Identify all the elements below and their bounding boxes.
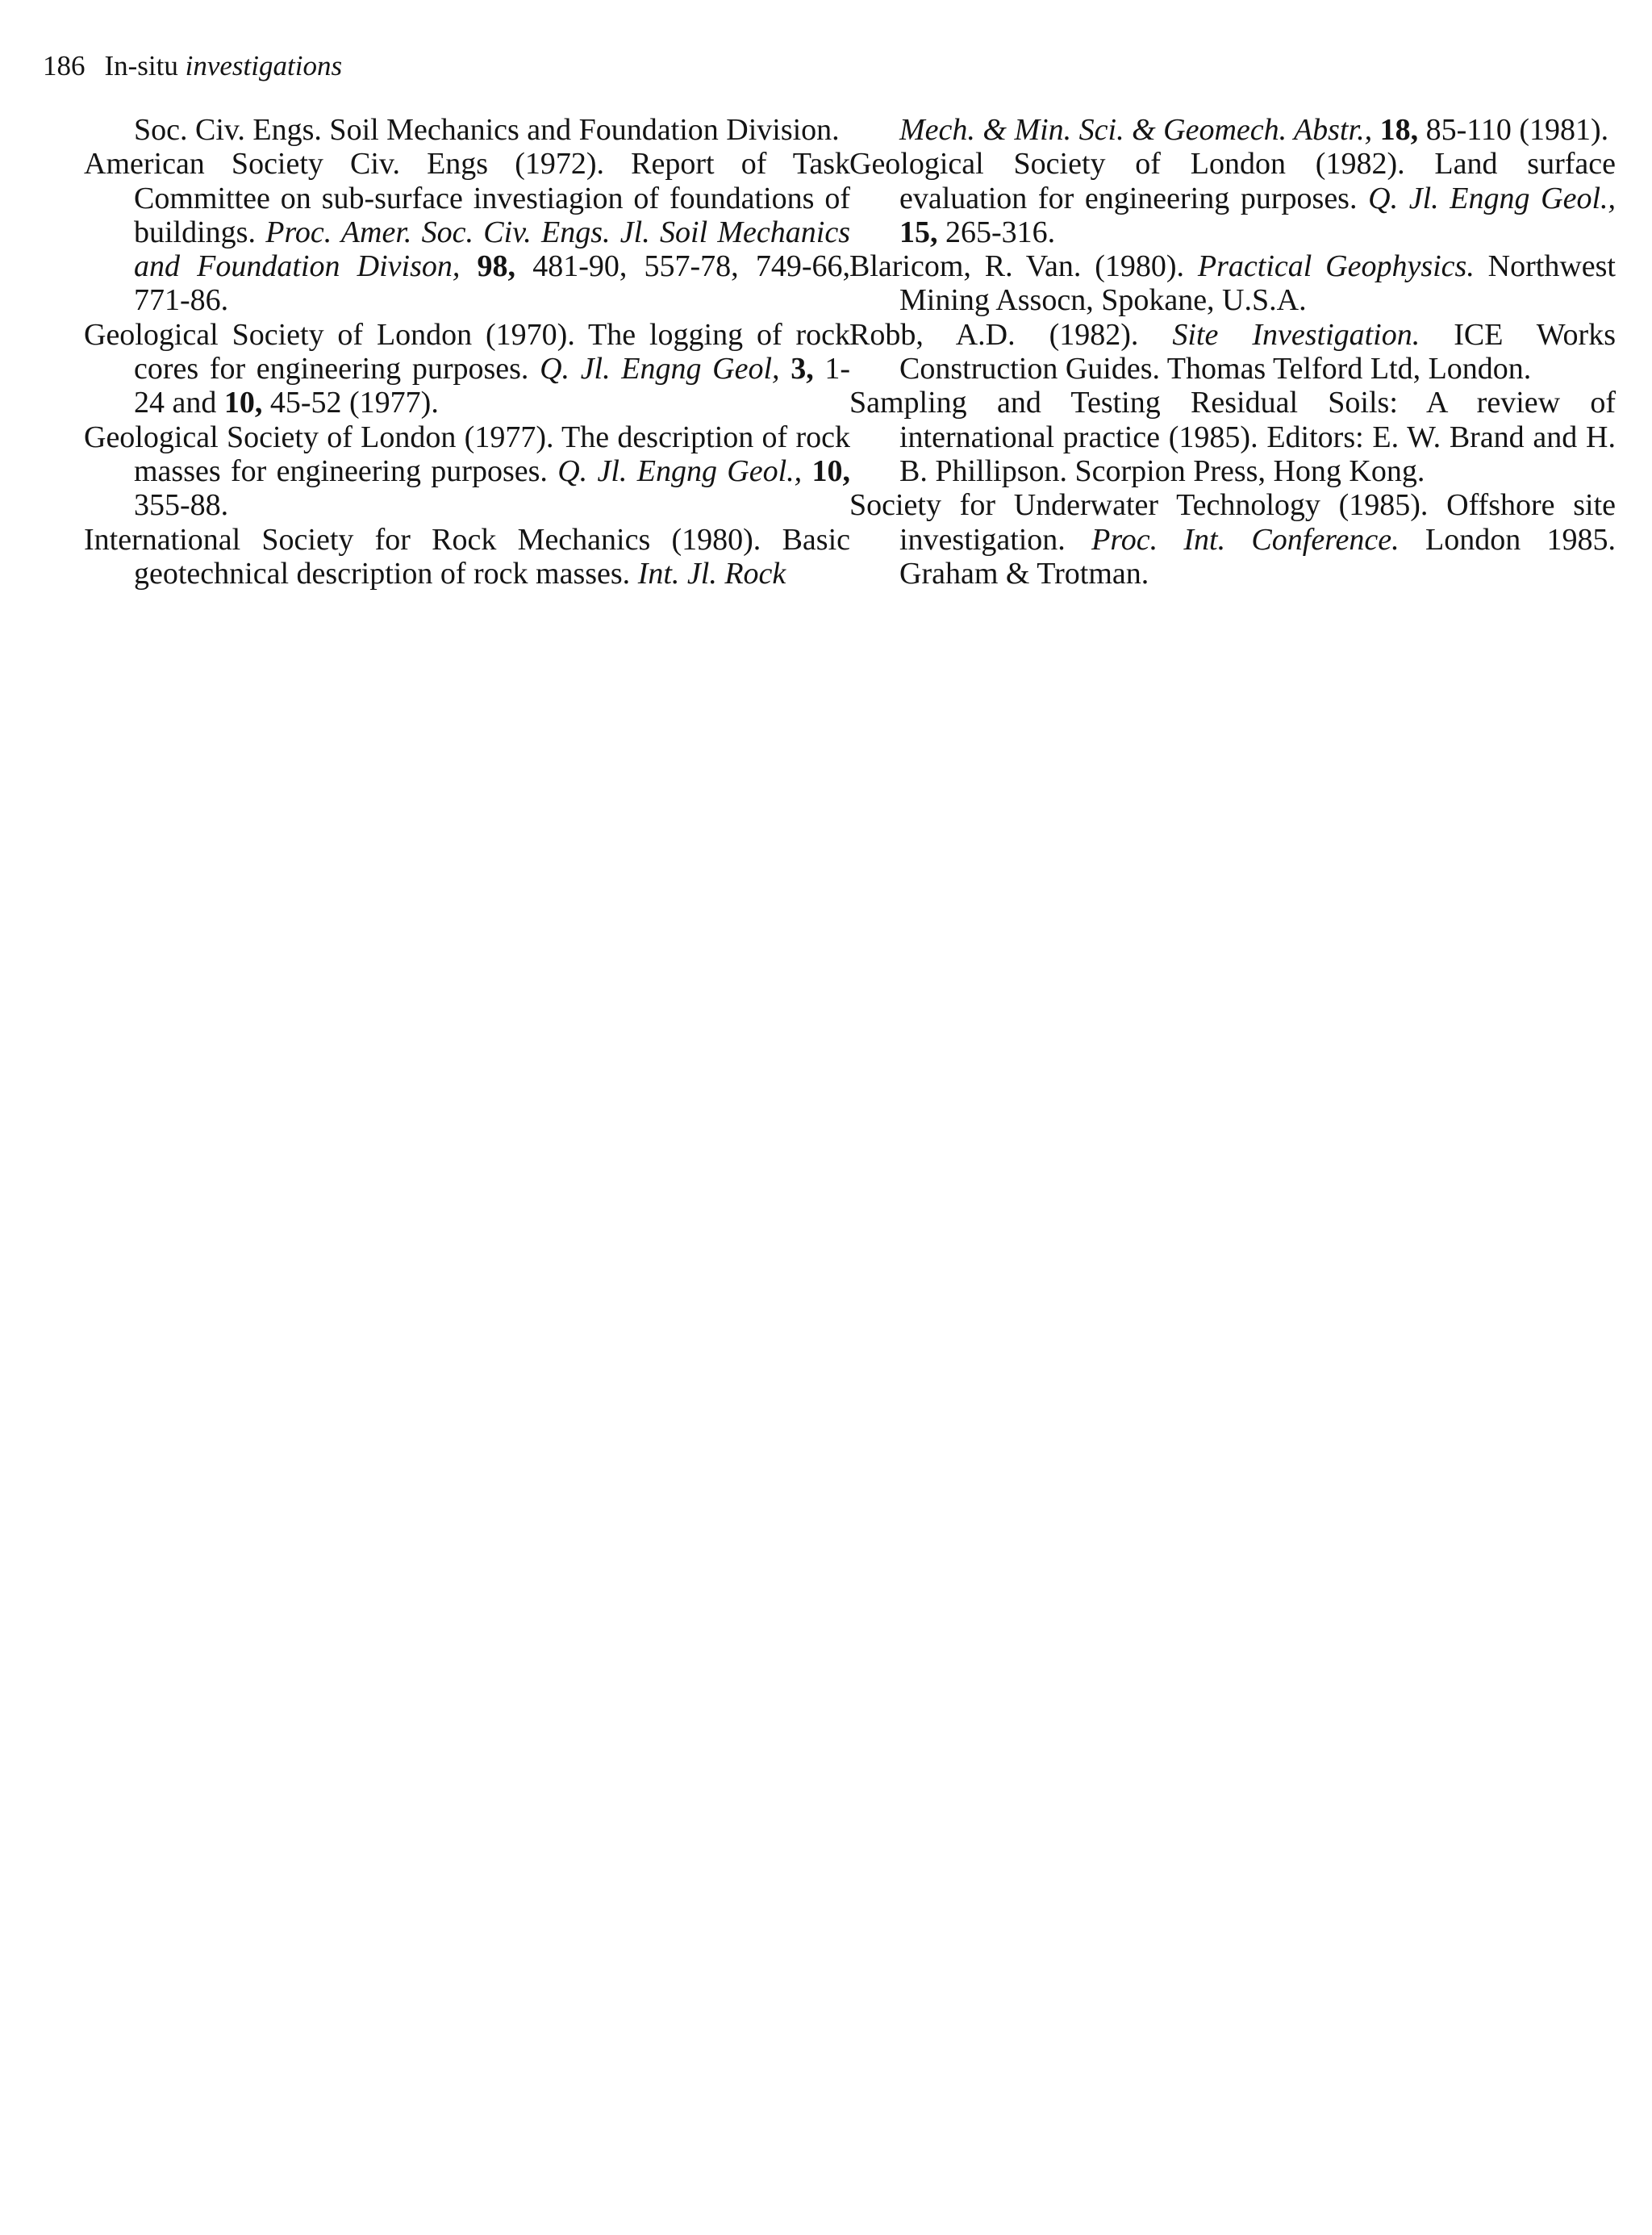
reference-journal: Q. Jl. Engng Geol,	[540, 352, 780, 386]
chapter-title-italic: investigations	[185, 50, 343, 81]
reference-column-left	[84, 113, 850, 591]
reference-publisher: Northwest Mining Assocn, Spokane, U.S.A.	[899, 249, 1616, 318]
page-number: 186	[43, 50, 86, 81]
reference-text: Geological Society of London (1977). The description of rock masses for engineering purposes.	[84, 420, 850, 488]
reference-volume: 10,	[802, 453, 850, 488]
reference-pages: 1-24 and	[134, 352, 851, 420]
reference-entry	[84, 523, 850, 591]
reference-text: Blaricom, R. Van. (1980).	[849, 249, 1198, 284]
reference-entry	[84, 420, 850, 523]
reference-text: International Society for Rock Mechanics (1980). Basic geotechnical description of rock masses.	[84, 522, 850, 591]
reference-journal: Q. Jl. Engng Geol.,	[1368, 181, 1616, 215]
reference-text: Soc. Civ. Engs. Soil Mechanics and Foundation Division.	[134, 113, 840, 147]
running-head	[43, 47, 342, 86]
reference-pages: 45-52 (1977).	[262, 386, 439, 420]
reference-pages: 85-110 (1981).	[1418, 113, 1609, 147]
reference-title: Proc. Int. Conference.	[1091, 522, 1400, 557]
reference-journal: Proc. Amer. Soc. Civ. Engs. Jl. Soil Mechanics and Foundation Divison,	[134, 215, 850, 284]
reference-volume: 15,	[899, 215, 938, 249]
reference-volume: 98,	[460, 249, 516, 284]
reference-text: Geological Society of London (1982). Land surface evaluation for engineering purposes.	[849, 147, 1616, 215]
reference-publisher: ICE Works Construction Guides. Thomas Telford Ltd, London.	[899, 317, 1616, 386]
reference-text: Society for Underwater Technology (1985). Offshore site investigation.	[849, 488, 1616, 557]
reference-journal: Q. Jl. Engng Geol.,	[557, 453, 803, 488]
chapter-title	[105, 50, 343, 81]
reference-entry-continued	[849, 113, 1616, 147]
reference-title: Site Investigation.	[1172, 317, 1420, 352]
reference-entry	[849, 488, 1616, 591]
reference-text: Geological Society of London (1970). The logging of rock cores for engineering purposes.	[84, 317, 850, 386]
reference-entry	[849, 318, 1616, 386]
reference-volume: 10,	[223, 386, 263, 420]
reference-journal: Int. Jl. Rock	[637, 556, 786, 591]
reference-publisher: London 1985. Graham & Trotman.	[899, 522, 1617, 591]
reference-entry	[849, 147, 1616, 249]
reference-text: American Society Civ. Engs (1972). Report of Task Committee on sub-surface investiagion of foundations of buildings.	[84, 147, 850, 249]
reference-entry	[84, 318, 850, 420]
reference-volume: 3,	[779, 352, 814, 386]
reference-text: Robb, A.D. (1982).	[849, 317, 1173, 352]
reference-entry-continued	[84, 113, 850, 147]
reference-journal: Mech. & Min. Sci. & Geomech. Abstr.,	[899, 113, 1373, 147]
reference-entry	[849, 249, 1616, 318]
reference-entry	[84, 147, 850, 317]
chapter-title-prefix: In-situ	[104, 50, 178, 81]
reference-text: Sampling and Testing Residual Soils: A review of international practice (1985). Editors: E. W. Brand and H. B. Phillipson. Scorpion Press, Hong Kong.	[849, 386, 1616, 488]
reference-pages: 481-90, 557-78, 749-66, 771-86.	[134, 249, 851, 318]
reference-column-right	[849, 113, 1616, 591]
reference-entry	[849, 386, 1616, 488]
reference-pages: 355-88.	[134, 488, 229, 523]
reference-title: Practical Geophysics.	[1197, 249, 1475, 284]
reference-volume: 18,	[1372, 113, 1419, 147]
reference-pages: 265-316.	[937, 215, 1056, 249]
